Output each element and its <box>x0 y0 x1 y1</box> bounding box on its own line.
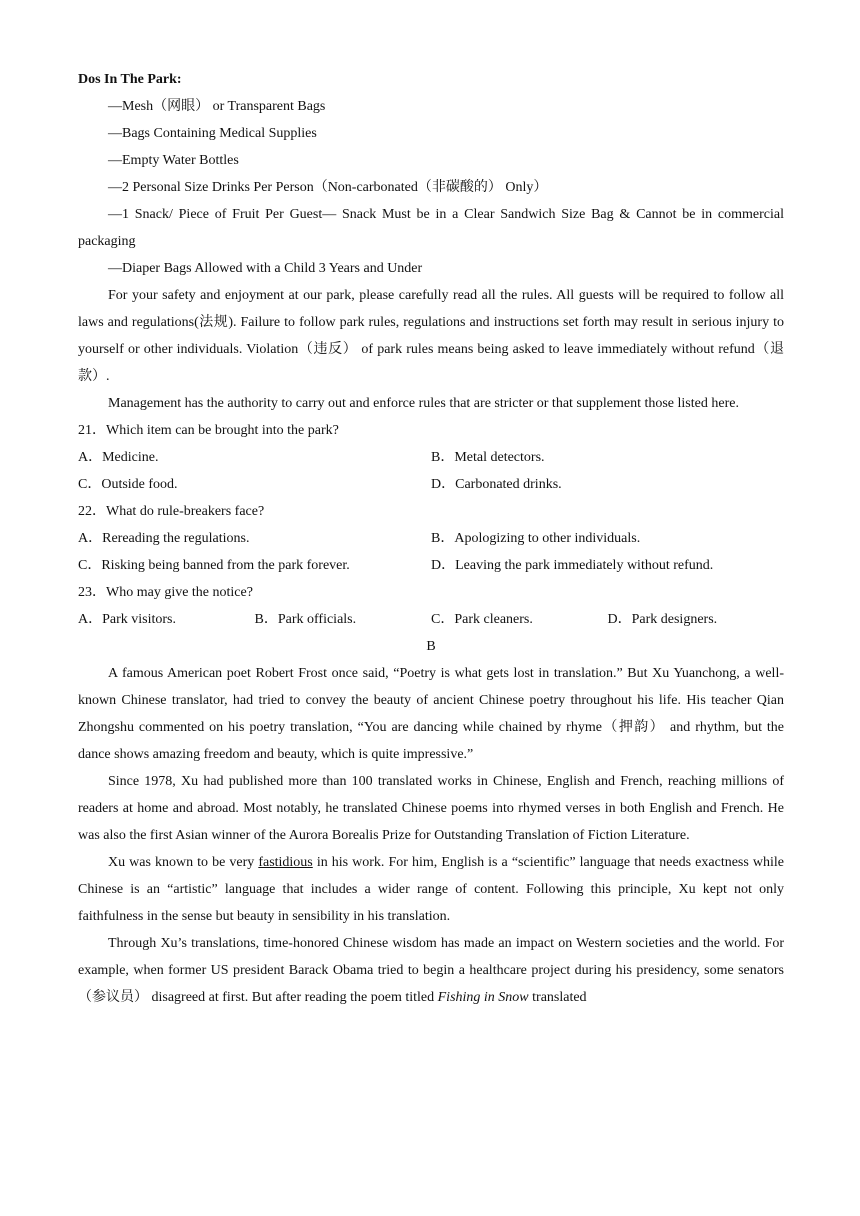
passage-b-paragraph-4 <box>78 930 784 1011</box>
option-b: B．Apologizing to other individuals. <box>431 531 641 546</box>
option-b: B．Park officials. <box>254 612 357 627</box>
dos-item: —Mesh（网眼） or Transparent Bags <box>108 99 326 114</box>
question-22-options <box>78 552 784 579</box>
dos-heading: Dos In The Park: <box>78 72 182 87</box>
dos-item: —1 Snack/ Piece of Fruit Per Guest— Snack Must be in a Clear Sandwich Size Bag & Cannot be in commercial packaging <box>78 207 784 249</box>
text-run: in his work. For him, English is a “scientific” language that needs exactness while Chinese is an “artistic” language that includes a wider range of content. Following this principle, Xu kept not only faithfulness in the sense but beauty in sensibility in his translation. <box>78 855 784 924</box>
dos-item: —Bags Containing Medical Supplies <box>108 126 317 141</box>
option-d: D．Carbonated drinks. <box>431 477 562 492</box>
option-a: A．Medicine. <box>78 450 159 465</box>
question-22-options <box>78 525 784 552</box>
passage-b-paragraph-1: A famous American poet Robert Frost once said, “Poetry is what gets lost in translation.” But Xu Yuanchong, a well-known Chinese translator, had tried to convey the beauty of ancient Chinese poetry throughout his life. His teacher Qian Zhongshu commented on his poetry translation, “You are dancing while chained by rhyme（押韵） and rhythm, but the dance shows amazing freedom and beauty, which is quite impressive.” <box>78 666 784 762</box>
underlined-word: fastidious <box>258 855 313 870</box>
question-21-options <box>78 444 784 471</box>
question-21-options <box>78 471 784 498</box>
option-c: C．Risking being banned from the park forever. <box>78 558 350 573</box>
option-a: A．Park visitors. <box>78 612 176 627</box>
section-b-heading: B <box>426 639 436 654</box>
question-23-stem: 23．Who may give the notice? <box>78 585 253 600</box>
rules-paragraph: For your safety and enjoyment at our park, please carefully read all the rules. All guests will be required to follow all laws and regulations(法规). Failure to follow park rules, regulations and instructions set forth may result in serious injury to yourself or other individuals. Violation（违反） of park rules means being asked to leave immediately without refund（退款）. <box>78 288 784 384</box>
poem-title: Fishing in Snow <box>437 990 529 1005</box>
passage-b-paragraph-2: Since 1978, Xu had published more than 100 translated works in Chinese, English and French, reaching millions of readers at home and abroad. Most notably, he translated Chinese poems into rhymed verses in both English and French. He was also the first Asian winner of the Aurora Borealis Prize for Outstanding Translation of Fiction Literature. <box>78 774 784 843</box>
question-21-stem: 21．Which item can be brought into the park? <box>78 423 339 438</box>
dos-item: —Empty Water Bottles <box>108 153 239 168</box>
management-paragraph: Management has the authority to carry out and enforce rules that are stricter or that supplement those listed here. <box>108 396 739 411</box>
dos-item: —Diaper Bags Allowed with a Child 3 Years and Under <box>108 261 423 276</box>
option-a: A．Rereading the regulations. <box>78 531 250 546</box>
text-run: translated <box>528 990 587 1005</box>
text-run: Xu was known to be very <box>108 855 259 870</box>
question-22-stem: 22．What do rule-breakers face? <box>78 504 265 519</box>
dos-item: —2 Personal Size Drinks Per Person（Non-carbonated（非碳酸的） Only） <box>108 180 548 195</box>
text-run: Through Xu’s translations, time-honored Chinese wisdom has made an impact on Western societies and the world. For example, when former US president Barack Obama tried to begin a healthcare project during his presidency, some senators（参议员） disagreed at first. But after reading the poem titled <box>78 936 784 1005</box>
option-b: B．Metal detectors. <box>431 450 545 465</box>
question-23-options <box>78 606 784 633</box>
document-page <box>78 66 784 1011</box>
passage-b-paragraph-3 <box>78 849 784 930</box>
option-d: D．Park designers. <box>607 612 718 627</box>
option-d: D．Leaving the park immediately without refund. <box>431 558 714 573</box>
option-c: C．Park cleaners. <box>431 612 533 627</box>
option-c: C．Outside food. <box>78 477 178 492</box>
